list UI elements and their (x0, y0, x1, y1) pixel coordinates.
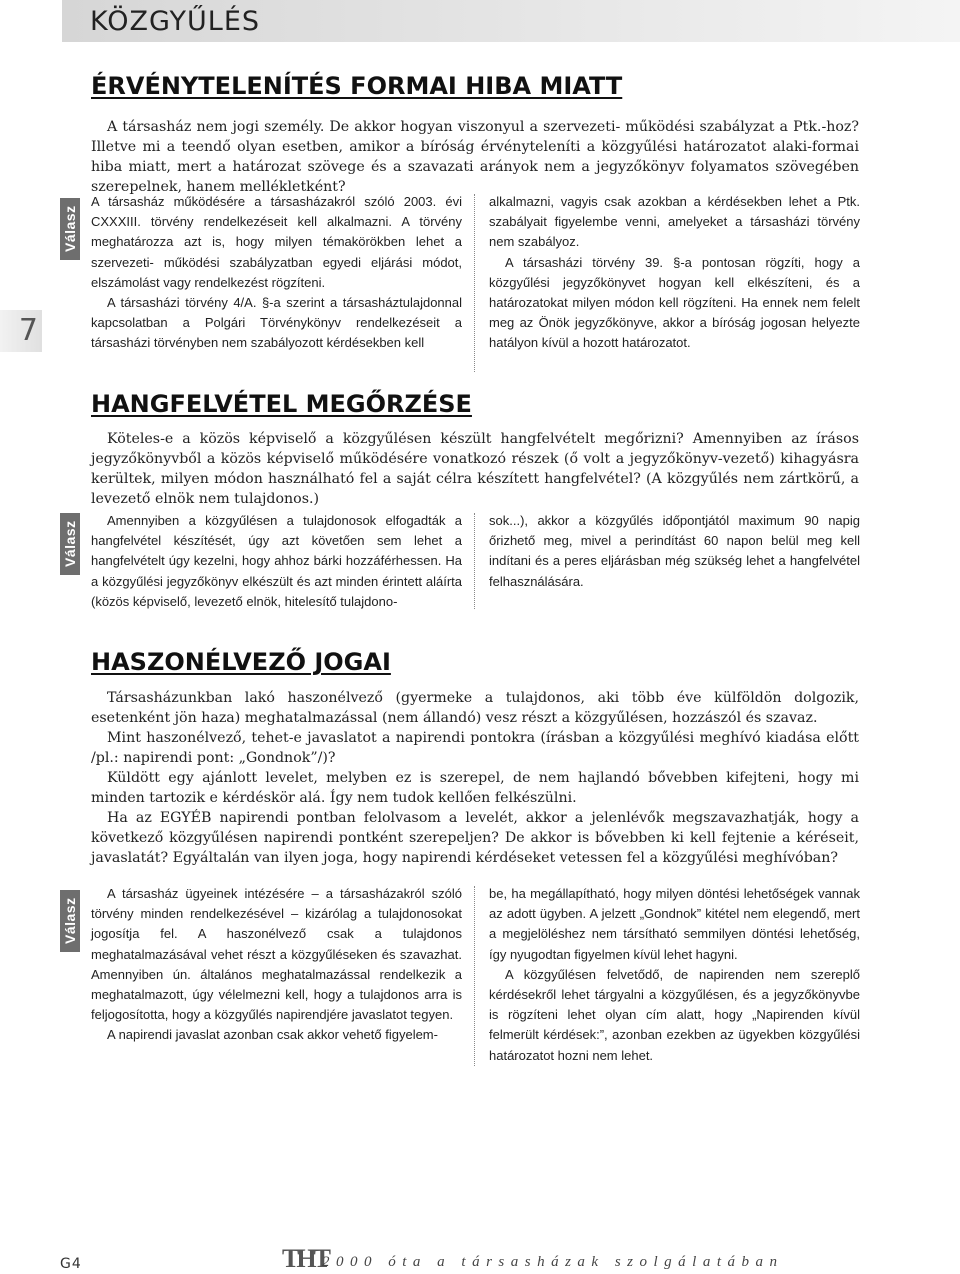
column-divider (474, 513, 475, 609)
section-title-haszonelvezo: HASZONÉLVEZŐ JOGAI (91, 648, 391, 676)
answer-paragraph: A társasházi törvény 39. §-a pontosan rögzíti, hogy a közgyűlési jegyzőkönyvet hogyan kell elkészíteni, és a határozatokat milyen módon kell rögzíteni. Ha ennek nem felelt meg az Önök jegyzőkönyve, akkor a bíróság jogosan helyezte hatályon kívül a hozott határozatot. (489, 254, 860, 351)
question-paragraph: Köteles-e a közös képviselő a közgyűlésen készült hangfelvételt megőrizni? Amennyiben az írásos jegyzőkönyvből a közös képviselő működésére vonatkozó részek (ő volt a jegyzőkönyv-vezető) kihagyásra kerültek, milyen módon használható fel a saját célra készített hangfelvétel? (A közgyűlés nem zártkörű, a levezető elnök nem tulajdonos.) (91, 431, 859, 507)
footer-tagline: 2000 óta a társasházak szolgálatában (322, 1254, 784, 1270)
answer-column-right (489, 511, 860, 592)
answer-paragraph: be, ha megállapítható, hogy milyen döntési lehetőségek vannak az adott ügyben. A jelzett „Gondnok” kitétel nem elegendő, mert a megjelöléshez nem társítható semmilyen döntési lehetőség, így nyugodtan figyelmen kívül lehet hagyni. (489, 886, 860, 962)
question-paragraph: Mint haszonélvező, tehet-e javaslatot a napirendi pontokra (írásban a közgyűlési meghívó kiadása előtt /pl.: napirendi pont: „Gondnok”/)? (91, 730, 859, 766)
column-divider (474, 886, 475, 1066)
footer-logo: THT (282, 1244, 328, 1273)
answer-tab: Válasz (60, 513, 80, 575)
answer-tab: Válasz (60, 198, 80, 260)
answer-paragraph: A társasházi törvény 4/A. §-a szerint a társasháztulajdonnal kapcsolatban a Polgári Törvénykönyv rendelkezéseit a társasházi törvényben nem szabályozott kérdésekben kell (91, 295, 462, 351)
answer-column-left (91, 511, 462, 612)
answer-tab: Válasz (60, 890, 80, 952)
section-question (91, 688, 859, 868)
question-paragraph: Társasházunkban lakó haszonélvező (gyermeke a tulajdonos, aki több éve külföldön dolgozik, esetenként jön haza) meghatalmazással (nem állandó) vesz részt a közgyűlésen, hozzászól és szavaz. (91, 690, 859, 726)
answer-paragraph: A napirendi javaslat azonban csak akkor vehető figyelem- (107, 1027, 438, 1043)
answer-paragraph: A társasház működésére a társasházakról szóló 2003. évi CXXXIII. törvény rendelkezéseit kell alkalmazni. A törvény meghatározza azt is, hogy milyen témakörökben lehet a szervezeti- működési szabályzatban egyedi eljárási módot, elszámolást vagy rendelkezést rögzíteni. (91, 194, 462, 290)
answer-column-left (91, 192, 462, 354)
question-paragraph: A társasház nem jogi személy. De akkor hogyan viszonyul a szervezeti- működési szabályzat a Ptk.-hoz? Illetve mi a teendő olyan esetben, amikor a bíróság érvényteleníti a közgyűlési határozatot alaki-formai hiba miatt, mert a határozat szövege és a szavazati arányok nem a jegyzőkönyv folyamatos szövegében szerepelnek, hanem mellékletként? (91, 119, 859, 195)
footer-page-number: G4 (60, 1256, 82, 1272)
answer-paragraph: alkalmazni, vagyis csak azokban a kérdésekben lehet a Ptk. szabályait figyelembe venni, amelyeket a társasházi törvény nem szabályoz. (489, 194, 860, 250)
answer-column-left (91, 884, 462, 1046)
answer-paragraph: A közgyűlésen felvetődő, de napirenden nem szereplő kérdésekről lehet tárgyalni a közgyűlésen, és a jegyzőkönyvbe is rögzíteni lehet olyan cím alatt, hogy „Napirenden kívül felmerült kérdések:”, azonban ezekben az ügyekben közgyűlési határozatot hozni nem lehet. (489, 966, 860, 1063)
answer-paragraph: sok...), akkor a közgyűlés időpontjától maximum 90 napig őrizhető meg, mivel a perindítást 60 napon belül meg kell indítani és a peres eljárásban még szükség lehet a hangfelvétel felhasználására. (489, 513, 860, 589)
column-divider (474, 194, 475, 372)
section-question (91, 117, 859, 197)
question-paragraph: Küldött egy ajánlott levelet, melyben ez is szerepel, de nem hajlandó bővebben kifejteni, hogy mi minden tartozik e kérdéskör alá. Így nem tudok kellően felkészülni. (91, 770, 859, 806)
answer-paragraph: Amennyiben a közgyűlésen a tulajdonosok elfogadták a hangfelvétel készítését, úgy azt követően sem lehet a hangfelvételt úgy kezelni, hogy ahhoz bárki hozzáférhessen. Ha a közgyűlési jegyzőkönyv elkészült és azt minden érintett aláírta (közös képviselő, levezető elnök, hitelesítő tulajdono- (91, 513, 462, 609)
section-title-ervenytelenites: ÉRVÉNYTELENÍTÉS FORMAI HIBA MIATT (91, 72, 623, 100)
answer-column-right (489, 884, 860, 1066)
answer-column-right (489, 192, 860, 354)
section-title-hangfelvetel: HANGFELVÉTEL MEGŐRZÉSE (91, 390, 472, 418)
answer-paragraph: A társasház ügyeinek intézésére – a társasházakról szóló törvény minden rendelkezésével – kizárólag a tulajdonosokat jogosítja fel. A haszonélvező csak a tulajdonos meghatalmazásával vehet részt a közgyűléseken és szavazhat. Amennyiben ún. általános meghatalmazással rendelkezik a meghatalmazott, úgy vélelmezni kell, hogy a tulajdonos arra is feljogosította, hogy a közgyűlés napirendjére javaslatot tegyen. (91, 886, 462, 1023)
header-title: KÖZGYŰLÉS (90, 6, 261, 37)
section-question (91, 429, 859, 509)
side-page-number: 7 (0, 310, 42, 352)
question-paragraph: Ha az EGYÉB napirendi pontban felolvasom a levelét, akkor a jelenlévők megszavazhatják, hogy a következő közgyűlésen napirendi pontként szerepeljen? De akkor is bővebben ki kell fejtenie a kéréseit, javaslatát? Egyáltalán van ilyen joga, hogy napirendi kérdéseket vetessen fel a közgyűlési meghívóban? (91, 810, 859, 866)
